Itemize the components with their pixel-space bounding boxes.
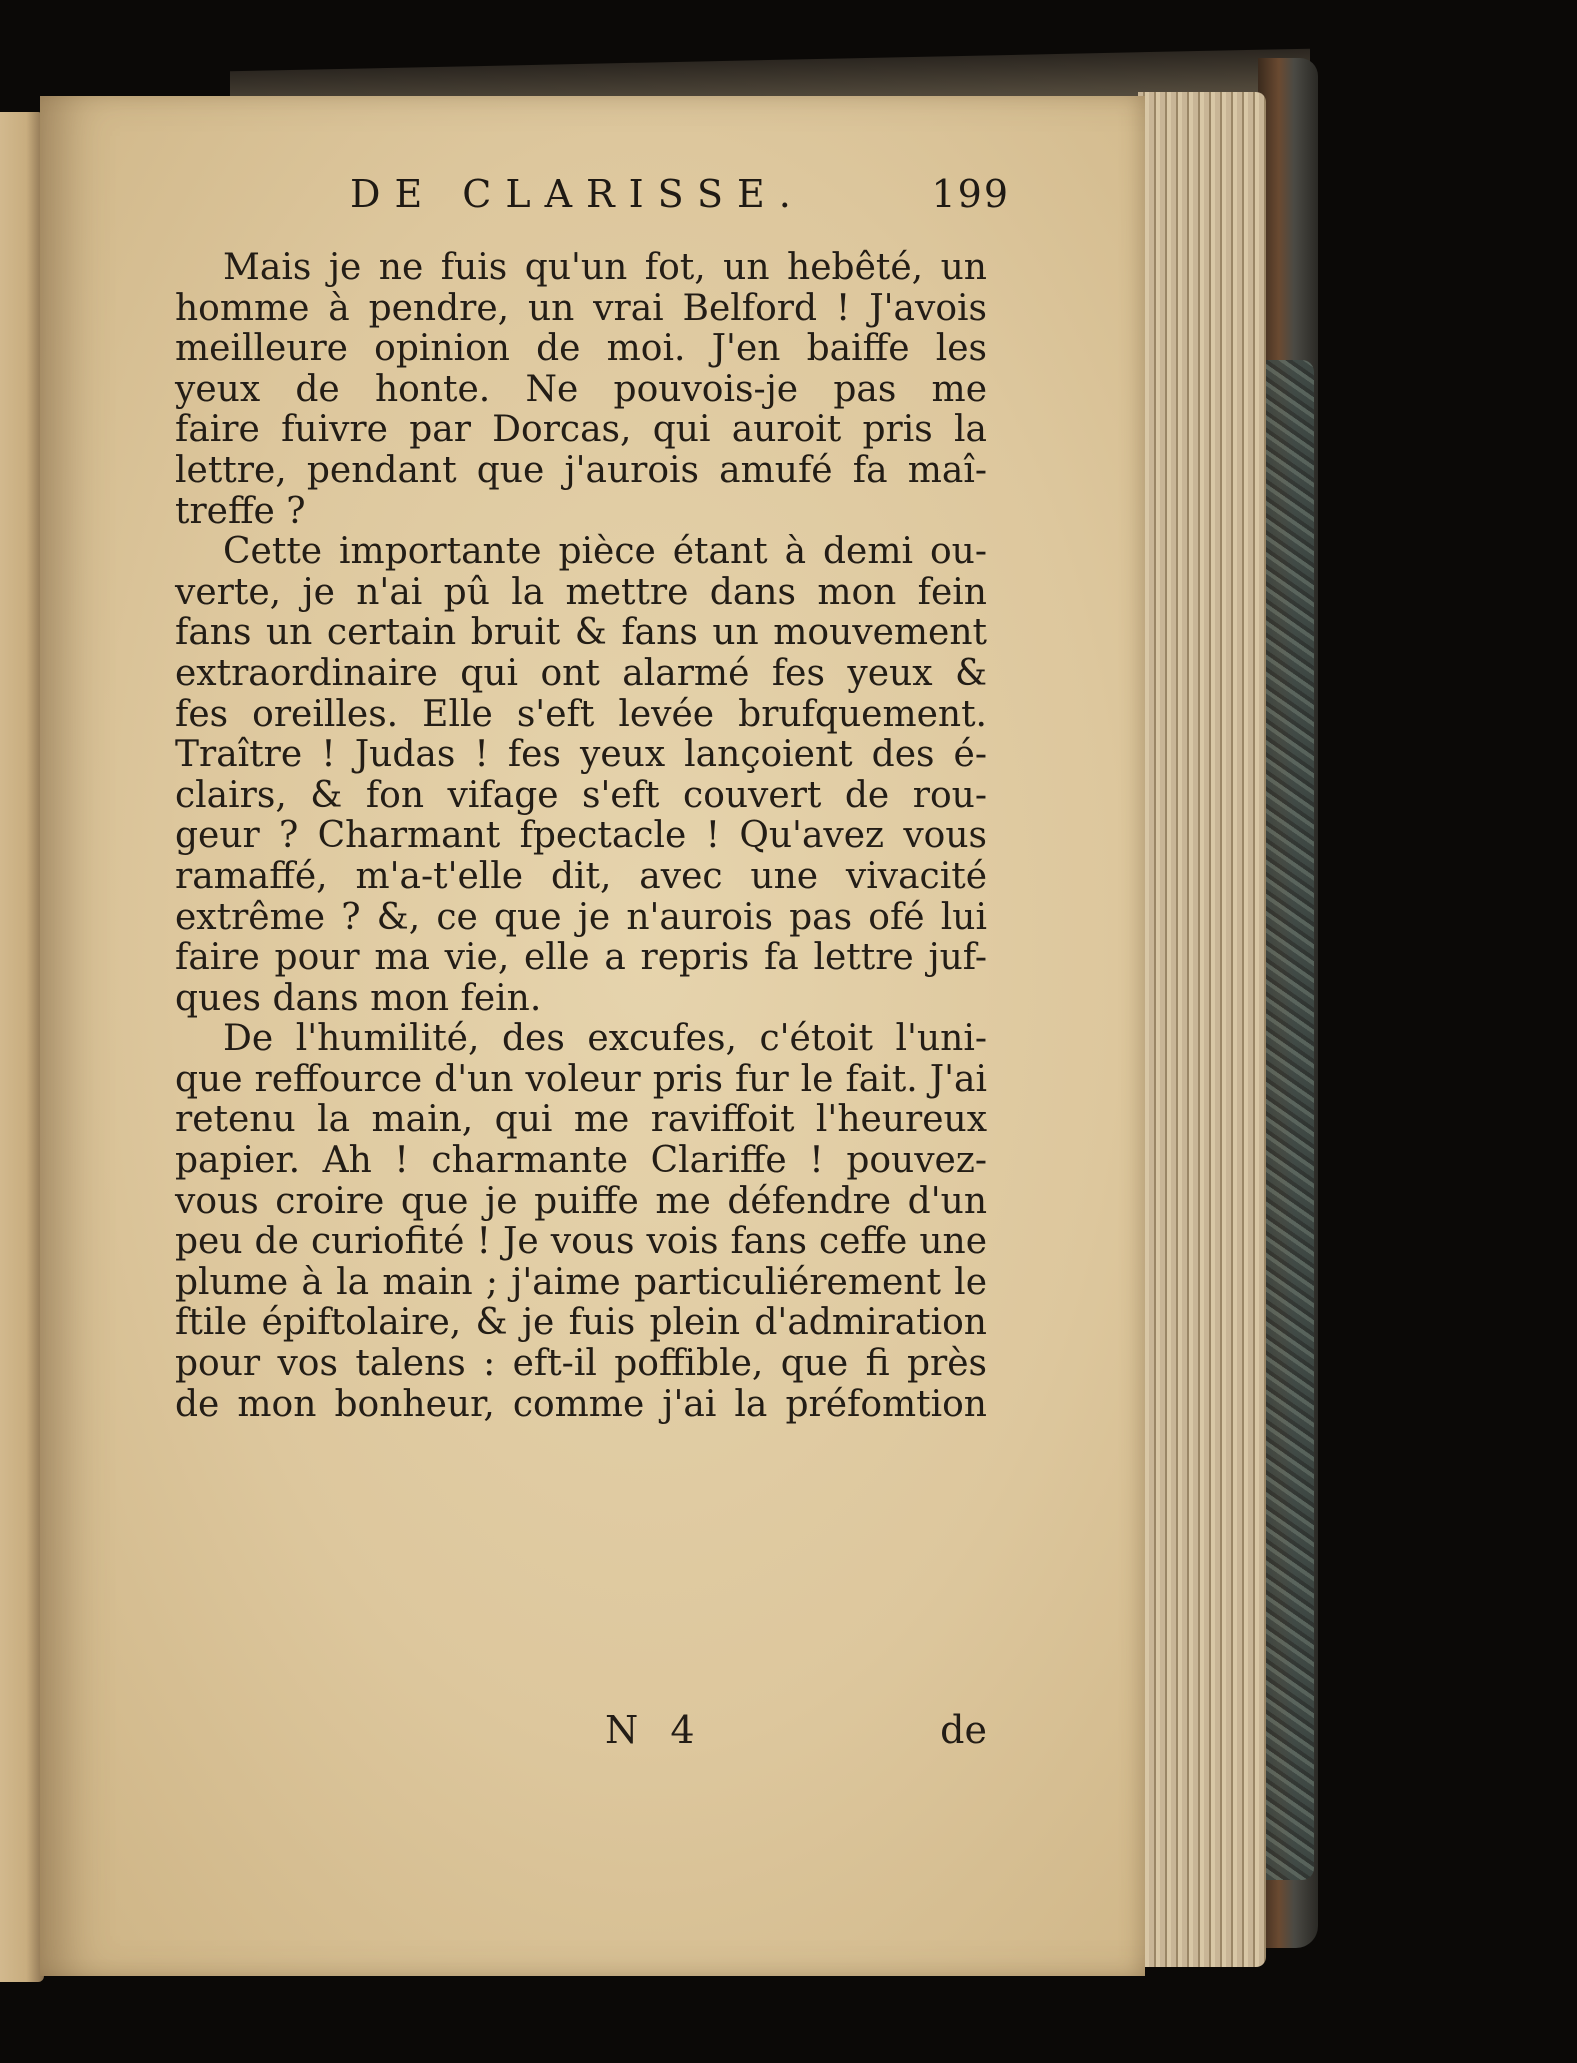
text-line: faire fuivre par Dorcas, qui auroit pris la [175,409,987,451]
text-line: vous croire que je puiffe me défendre d'un [175,1180,987,1222]
text-line: faire pour ma vie, elle a repris fa lettre juf- [175,937,987,979]
text-line: treffe ? [175,490,306,532]
text-line: fans un certain bruit & fans un mouvement [175,612,987,654]
marbled-cover [1266,360,1314,1880]
text-line: Traître ! Judas ! fes yeux lançoient des é- [175,734,987,776]
text-line: clairs, & fon vifage s'eft couvert de rou- [175,774,987,816]
text-line: ramaffé, m'a-t'elle dit, avec une vivacité [175,855,987,897]
running-title: DE CLARISSE. [350,172,805,216]
page-stack [1138,92,1266,1967]
text-line: que reffource d'un voleur pris fur le fait. J'ai [175,1058,987,1100]
text-line: ques dans mon fein. [175,977,542,1019]
text-line: peu de curiofité ! Je vous vois fans ceffe une [175,1221,987,1263]
text-line: verte, je n'ai pû la mettre dans mon fein [175,571,987,613]
catchword: de [940,1708,987,1752]
text-line: pour vos talens : eft-il poffible, que fi près [175,1343,987,1385]
text-line: Cette importante pièce étant à demi ou- [223,531,987,573]
text-line: meilleure opinion de moi. J'en baiffe les [175,328,987,370]
body-text [175,248,987,1425]
text-line: extrême ? &, ce que je n'aurois pas ofé lui [175,896,987,938]
text-line: retenu la main, qui me raviffoit l'heureux [175,1099,987,1141]
text-line: de mon bonheur, comme j'ai la préfomtion [175,1383,987,1425]
text-line: geur ? Charmant fpectacle ! Qu'avez vous [175,815,987,857]
text-line: De l'humilité, des excufes, c'étoit l'uni- [223,1018,987,1060]
text-line: lettre, pendant que j'aurois amufé fa maî- [175,449,987,491]
text-line: fes oreilles. Elle s'eft levée brufquement. [175,693,987,735]
text-line: Mais je ne fuis qu'un fot, un hebêté, un [223,247,987,288]
page-footer [175,1708,987,1756]
text-line: papier. Ah ! charmante Clariffe ! pouvez- [175,1140,987,1182]
text-line: plume à la main ; j'aime particuliérement le [175,1261,987,1303]
text-line: homme à pendre, un vrai Belford ! J'avois [175,287,987,329]
page-number: 199 [931,172,1010,216]
text-line: extraordinaire qui ont alarmé fes yeux & [175,652,987,694]
text-line: ftile épiftolaire, & je fuis plein d'admiration [175,1302,987,1344]
text-line: yeux de honte. Ne pouvois-je pas me [175,368,987,410]
running-header [350,172,1010,232]
left-page-edge [0,112,44,1982]
signature-mark: N 4 [605,1708,705,1752]
